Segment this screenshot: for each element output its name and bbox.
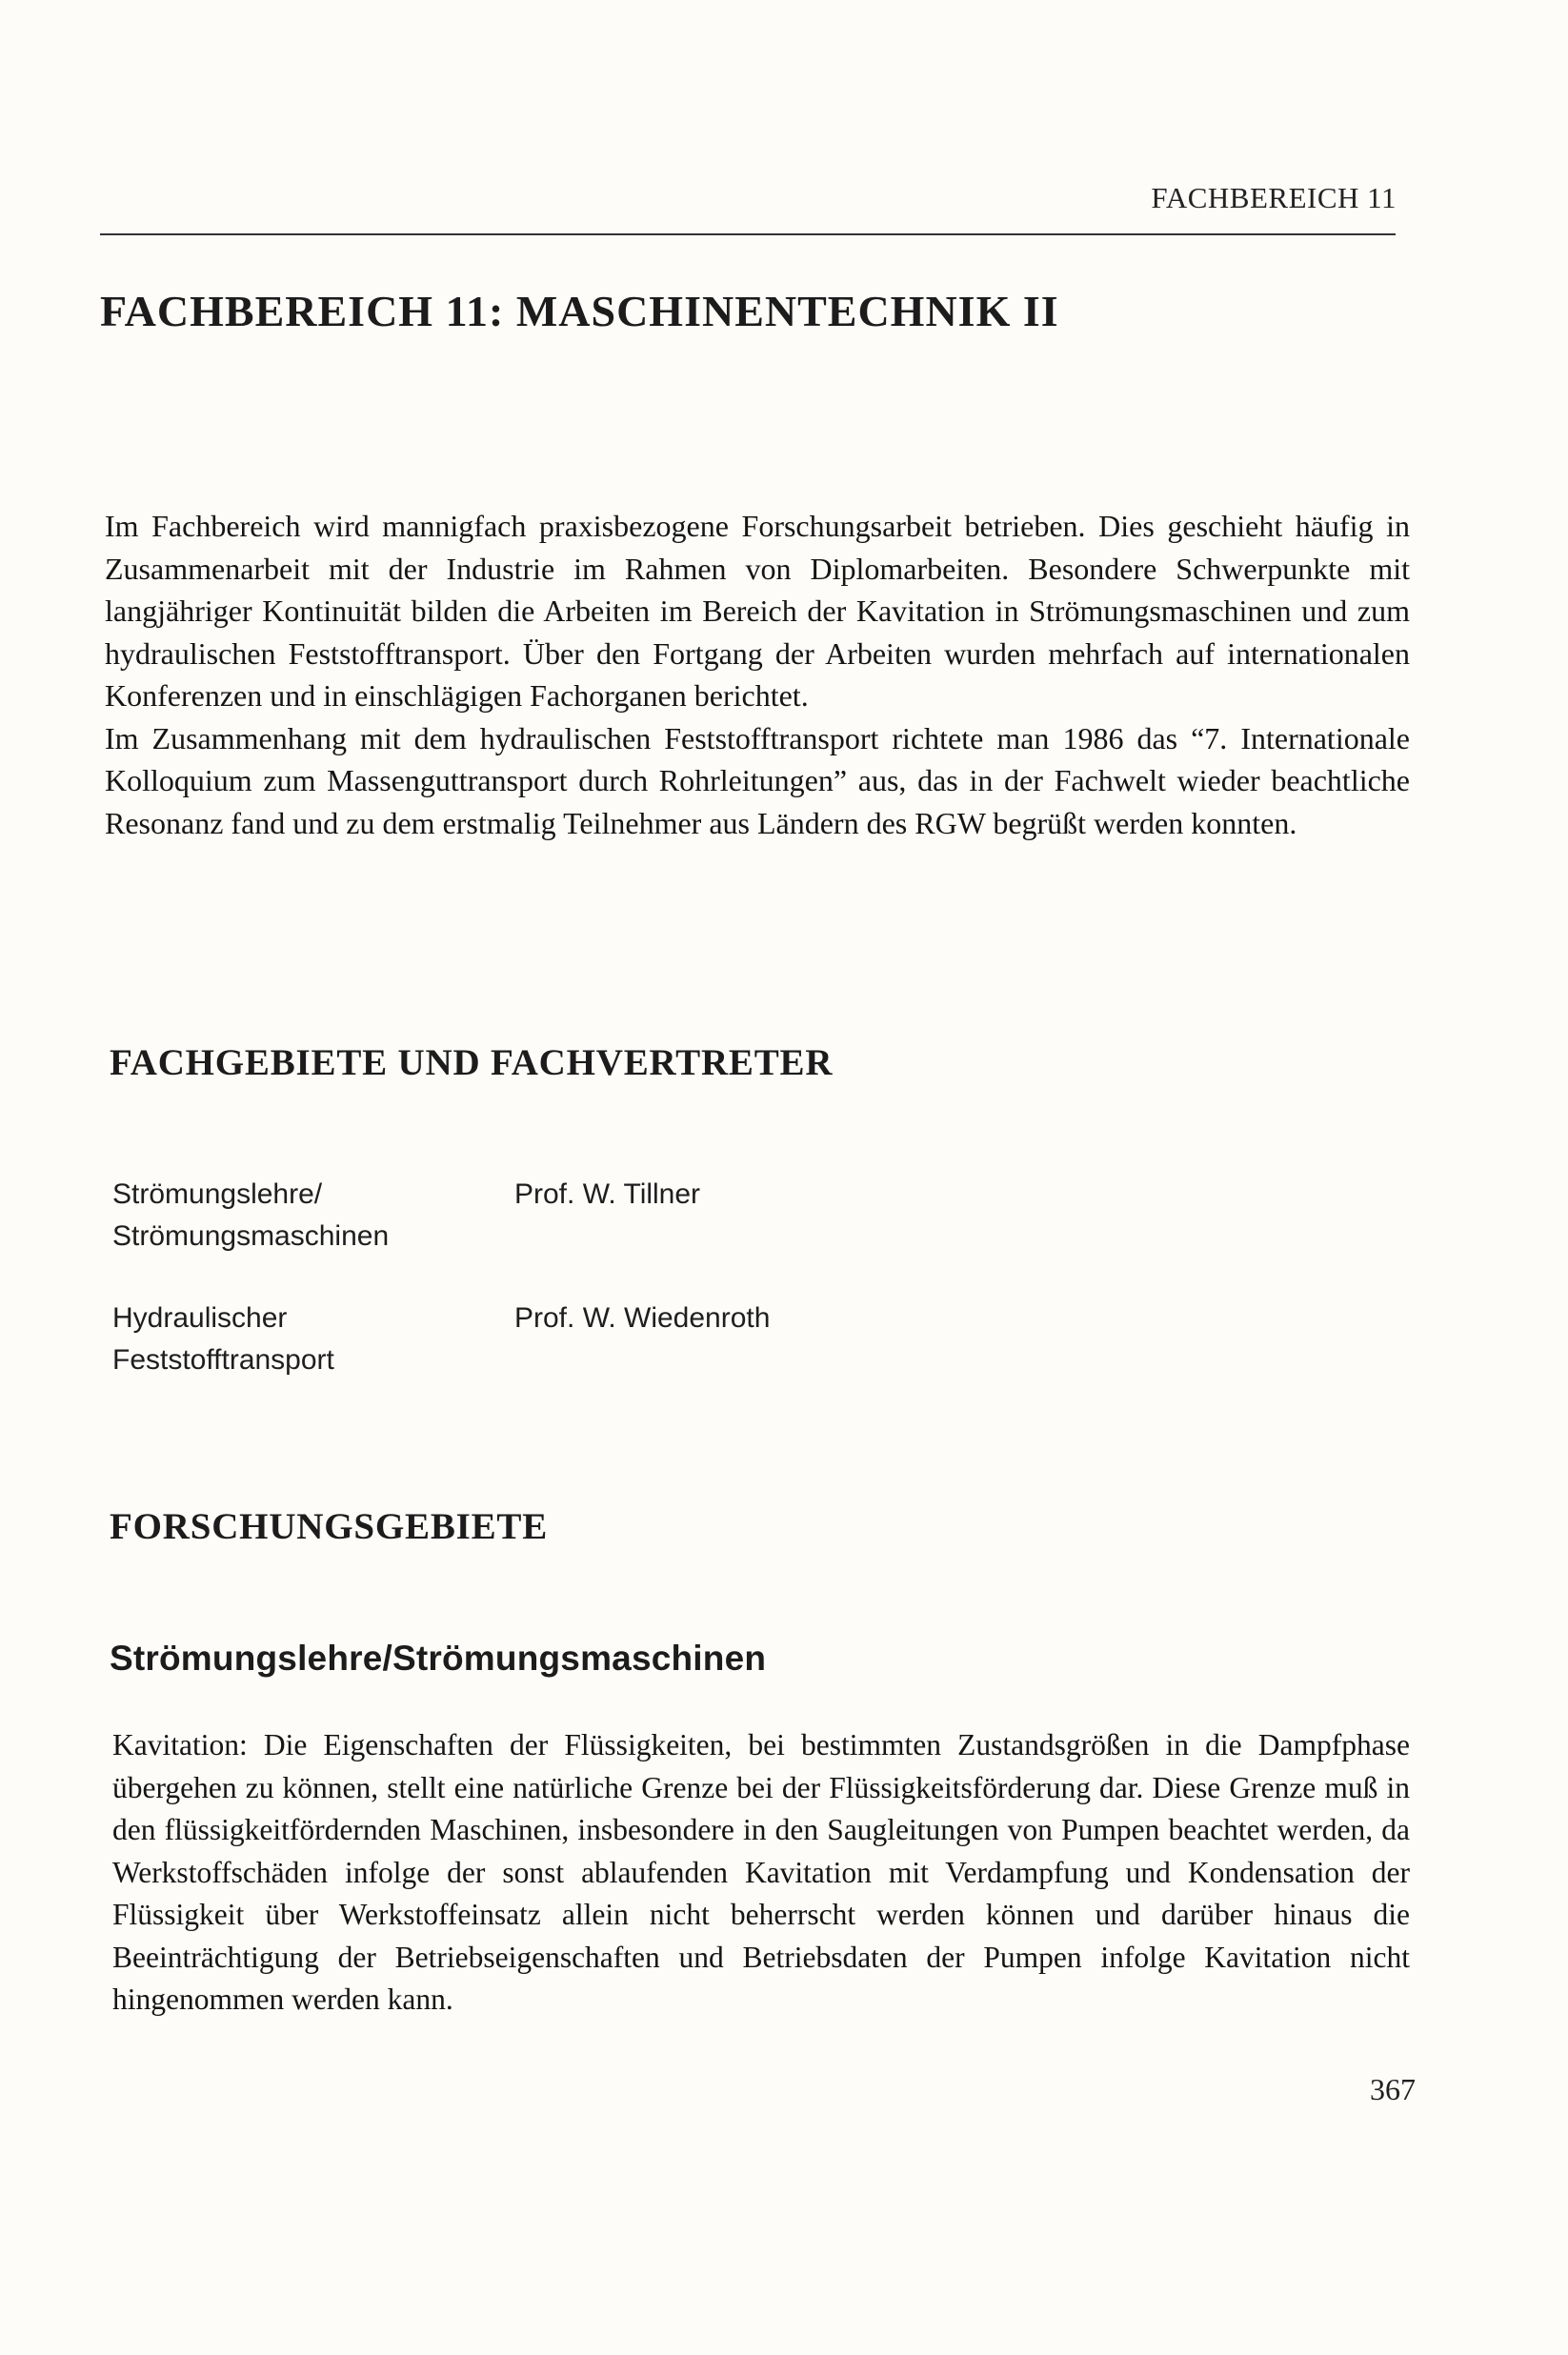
field-name-line: Strömungslehre/ xyxy=(112,1178,323,1210)
field-name xyxy=(112,1298,493,1381)
section-heading-fachgebiete: FACHGEBIETE UND FACHVERTRETER xyxy=(110,1042,834,1083)
subsection-heading: Strömungslehre/Strömungsmaschinen xyxy=(110,1639,767,1678)
field-name-line: Feststofftransport xyxy=(112,1344,334,1376)
kavitation-paragraph: Kavitation: Die Eigenschaften der Flüssigkeiten, bei bestimmten Zustandsgrößen in die Dampfphase übergehen zu können, stellt eine natürliche Grenze bei der Flüssigkeitsförderung dar. Diese Grenze muß in den flüssigkeitfördernden Maschinen, insbesondere in den Saugleitungen von Pumpen beachtet werden, da Werkstoffschäden infolge der sonst ablaufenden Kavitation mit Verdampfung und Kondensation der Flüssigkeit über Werkstoffeinsatz allein nicht beherrscht werden können und darüber hinaus die Beeinträchtigung der Betriebseigenschaften und Betriebsdaten der Pumpen infolge Kavitation nicht hingenommen werden kann. xyxy=(112,1728,1410,2016)
section-heading-forschungsgebiete: FORSCHUNGSGEBIETE xyxy=(110,1506,549,1547)
intro-paragraph-1: Im Fachbereich wird mannigfach praxisbezogene Forschungsarbeit betrieben. Dies geschieht häufig in Zusammenarbeit mit der Industrie im Rahmen von Diplomarbeiten. Besondere Schwerpunkte mit langjähriger Kontinuität bilden die Arbeiten im Bereich der Kavitation in Strömungsmaschinen und zum hydraulischen Feststofftransport. Über den Fortgang der Arbeiten wurden mehrfach auf internationalen Konferenzen und in einschlägigen Fachorganen berichtet. xyxy=(105,509,1410,713)
intro-paragraph-2: Im Zusammenhang mit dem hydraulischen Feststofftransport richtete man 1986 das “7. Internationale Kolloquium zum Massenguttransport durch Rohrleitungen” aus, das in der Fachwelt wieder beachtliche Resonanz fand und zu dem erstmalig Teilnehmer aus Ländern des RGW begrüßt werden konnten. xyxy=(105,720,1410,840)
intro-text xyxy=(105,505,1410,844)
running-header: FACHBEREICH 11 xyxy=(1151,181,1397,214)
field-name xyxy=(112,1174,493,1258)
chapter-title: FACHBEREICH 11: MASCHINENTECHNIK II xyxy=(100,287,1059,335)
page-number: 367 xyxy=(1370,2072,1416,2106)
field-name-line: Strömungsmaschinen xyxy=(112,1220,390,1252)
field-representative: Prof. W. Wiedenroth xyxy=(514,1302,771,1334)
field-representative: Prof. W. Tillner xyxy=(514,1178,701,1210)
header-rule xyxy=(100,233,1396,235)
field-name-line: Hydraulischer xyxy=(112,1302,288,1334)
